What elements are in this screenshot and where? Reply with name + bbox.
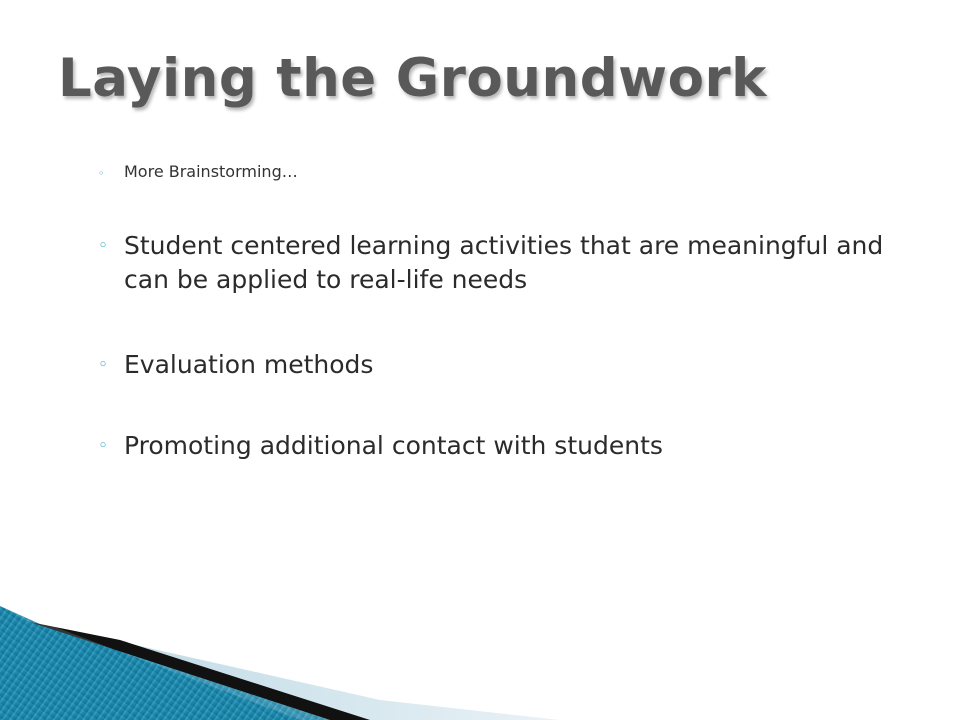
bullet-text: Student centered learning activities that are meaningful and can be applied to real-life needs <box>124 231 884 294</box>
bullet-marker-icon: ◦ <box>98 167 105 180</box>
bullet-text: Promoting additional contact with students <box>124 431 663 460</box>
bullet-text: Evaluation methods <box>124 350 374 379</box>
bullet-item <box>98 229 898 297</box>
slide-title: Laying the Groundwork <box>58 48 767 109</box>
bullet-marker-icon: ◦ <box>98 236 109 256</box>
bullet-item <box>98 348 898 382</box>
bullet-marker-icon: ◦ <box>98 355 109 375</box>
bullet-text: More Brainstorming… <box>124 162 298 181</box>
teal-edge-shape <box>0 606 330 720</box>
teal-swoosh-shape <box>0 606 330 720</box>
bullet-item <box>98 429 898 463</box>
dark-sweep-shape <box>30 622 370 720</box>
bullet-marker-icon: ◦ <box>98 436 109 456</box>
light-swoosh-shape <box>60 628 560 720</box>
bullet-item <box>98 161 898 183</box>
